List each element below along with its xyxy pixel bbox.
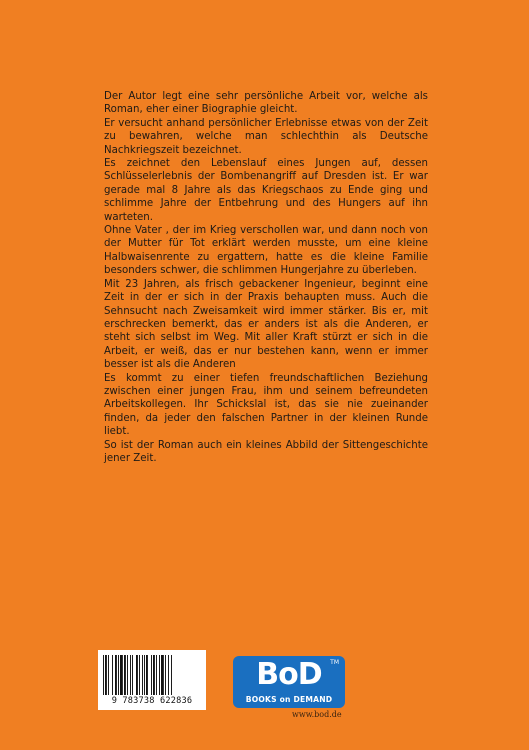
blurb-paragraph: So ist der Roman auch ein kleines Abbild der Sittengeschichte jener Zeit. xyxy=(104,439,428,464)
barcode-bars xyxy=(102,655,202,695)
publisher-url: www.bod.de xyxy=(292,710,342,719)
isbn-number: 9 783738 622836 xyxy=(111,696,193,706)
trademark-mark: TM xyxy=(330,659,339,666)
blurb-paragraph: Es zeichnet den Lebenslauf eines Jungen auf, dessen Schlüsselerlebnis der Bombenangriff auf Dresden ist. Er war gerade mal 8 Jahre als das Kriegschaos zu Ende ging und schlimme Jahre der Entbehrung und des Hungers auf ihn warteten. xyxy=(104,158,428,223)
blurb-paragraph: Der Autor legt eine sehr persönliche Arbeit vor, welche als Roman, eher einer Biographie gleicht. xyxy=(104,91,428,116)
publisher-logo xyxy=(233,656,345,708)
blurb-paragraph: Mit 23 Jahren, als frisch gebackener Ingenieur, beginnt eine Zeit in der er sich in der Praxis behaupten muss. Auch die Sehnsucht nach Zweisamkeit wird immer stärker. Bis er, mit erschrecken bemerkt, das er anders ist als die Anderen, er steht sich selbst im Weg. Mit aller Kraft stürzt er sich in die Arbeit, er weiß, das er nur bestehen kann, wenn er immer besser ist als die Anderen xyxy=(104,278,428,371)
blurb-paragraph: Es kommt zu einer tiefen freundschaftlichen Beziehung zwischen einer jungen Frau, ihm und seinem befreundeten Arbeitskollegen. Ihr Schickslal ist, das sie nie zueinander finden, da jeder den falschen Partner in der kleinen Runde liebt. xyxy=(104,372,428,438)
isbn-barcode xyxy=(98,650,206,710)
logo-wordmark: BoD xyxy=(256,657,322,692)
logo-tagline: BOOKS on DEMAND xyxy=(245,695,333,704)
blurb-paragraph: Ohne Vater , der im Krieg verschollen war, und dann noch von der Mutter für Tot erklärt werden musste, um eine kleine Halbwaisenrente zu ergattern, hatte es die kleine Familie besonders schwer, die schlimmen Hungerjahre zu überleben. xyxy=(104,225,428,277)
blurb-paragraph: Er versucht anhand persönlicher Erlebnisse etwas von der Zeit zu bewahren, welche man schlechthin als Deutsche Nachkriegszeit bezeichnet. xyxy=(104,117,428,156)
back-cover-blurb xyxy=(104,90,428,465)
